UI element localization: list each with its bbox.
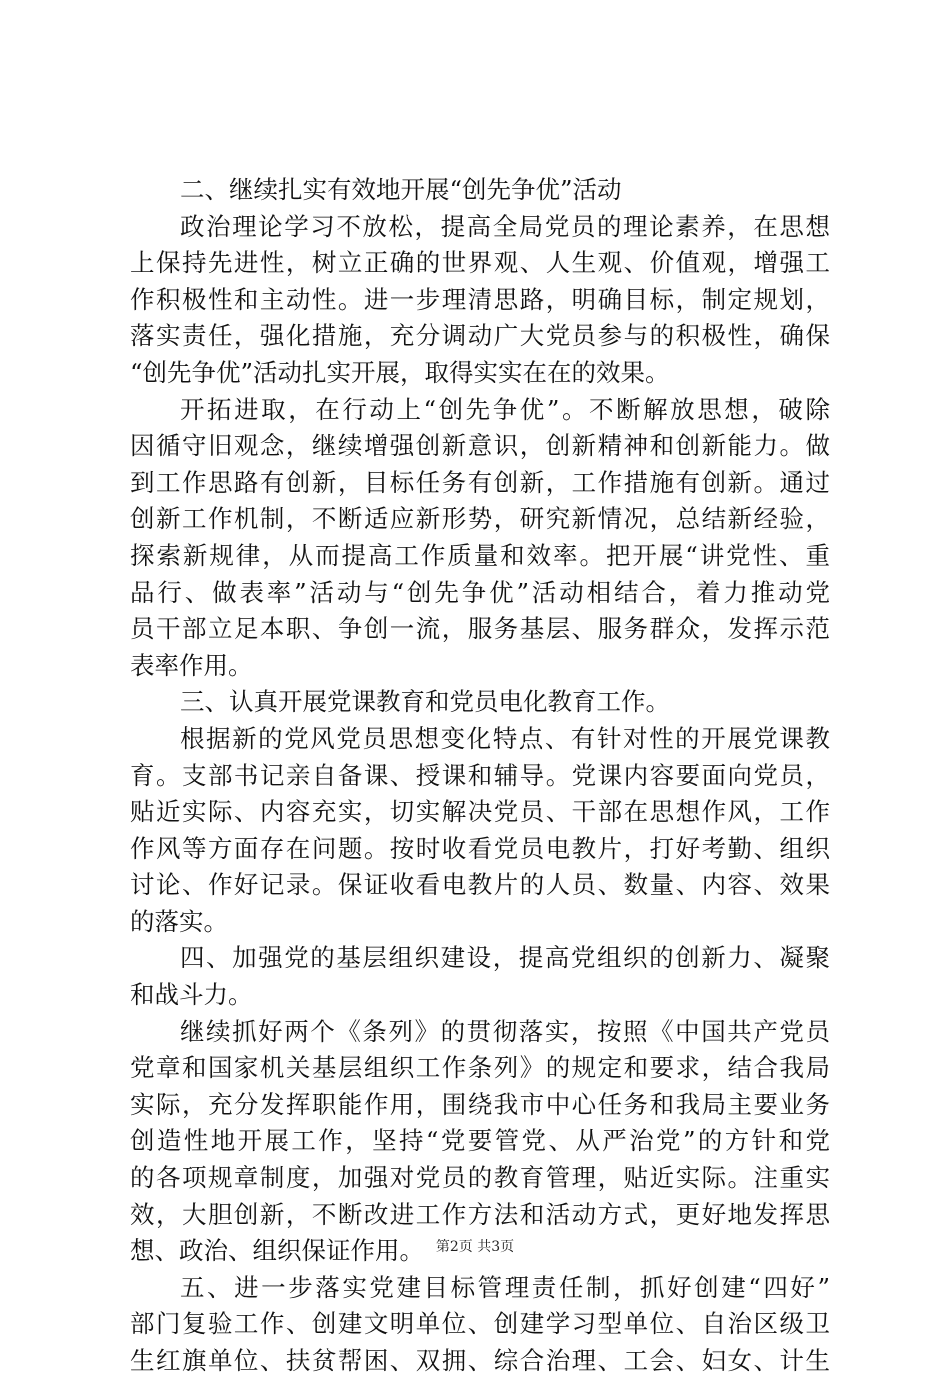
paragraph-line: 部门复验工作、创建文明单位、创建学习型单位、自治区级卫 xyxy=(130,1309,830,1339)
section-heading: 四、加强党的基层组织建设，提高党组织的创新力、凝聚 xyxy=(180,943,830,973)
section-heading: 三、认真开展党课教育和党员电化教育工作。 xyxy=(180,687,670,717)
paragraph-line: 继续抓好两个《条列》的贯彻落实，按照《中国共产党员 xyxy=(180,1016,830,1046)
paragraph-line: 生红旗单位、扶贫帮困、双拥、综合治理、工会、妇女、计生 xyxy=(130,1346,830,1375)
paragraph-line: 想、政治、组织保证作用。 xyxy=(130,1236,424,1266)
paragraph-line: 作风等方面存在问题。按时收看党员电教片，打好考勤、组织 xyxy=(130,833,830,863)
section-heading: 五、进一步落实党建目标管理责任制，抓好创建“四好” xyxy=(180,1272,830,1302)
page-number-footer: 第2页 共3页 xyxy=(435,1239,515,1255)
paragraph-line: “创先争优”活动扎实开展，取得实实在在的效果。 xyxy=(130,357,670,387)
paragraph-line: 开拓进取，在行动上“创先争优”。不断解放思想，破除 xyxy=(180,394,830,424)
paragraph-line: 作积极性和主动性。进一步理清思路，明确目标，制定规划， xyxy=(130,284,830,314)
paragraph-line: 员干部立足本职、争创一流，服务基层、服务群众，发挥示范 xyxy=(130,614,830,644)
paragraph-line: 的各项规章制度，加强对党员的教育管理，贴近实际。注重实 xyxy=(130,1163,830,1193)
paragraph-line: 落实责任，强化措施，充分调动广大党员参与的积极性，确保 xyxy=(130,321,830,351)
paragraph-line: 育。支部书记亲自备课、授课和辅导。党课内容要面向党员， xyxy=(130,760,830,790)
paragraph-line: 讨论、作好记录。保证收看电教片的人员、数量、内容、效果 xyxy=(130,870,830,900)
paragraph-line: 上保持先进性，树立正确的世界观、人生观、价值观，增强工 xyxy=(130,248,830,278)
paragraph-line: 根据新的党风党员思想变化特点、有针对性的开展党课教 xyxy=(180,723,830,753)
paragraph-line: 党章和国家机关基层组织工作条列》的规定和要求，结合我局 xyxy=(130,1053,830,1083)
paragraph-line: 政治理论学习不放松，提高全局党员的理论素养，在思想 xyxy=(180,211,830,241)
section-heading: 二、继续扎实有效地开展“创先争优”活动 xyxy=(180,175,622,204)
paragraph-line: 效，大胆创新，不断改进工作方法和活动方式，更好地发挥思 xyxy=(130,1199,830,1229)
paragraph-line: 创新工作机制，不断适应新形势，研究新情况，总结新经验， xyxy=(130,504,830,534)
section-heading: 和战斗力。 xyxy=(130,980,253,1010)
paragraph-line: 表率作用。 xyxy=(130,650,253,680)
paragraph-line: 的落实。 xyxy=(130,906,228,936)
paragraph-line: 探索新规律，从而提高工作质量和效率。把开展“讲党性、重 xyxy=(130,540,830,570)
paragraph-line: 品行、做表率”活动与“创先争优”活动相结合，着力推动党 xyxy=(130,577,830,607)
paragraph-line: 因循守旧观念，继续增强创新意识，创新精神和创新能力。做 xyxy=(130,431,830,461)
paragraph-line: 贴近实际、内容充实，切实解决党员、干部在思想作风，工作 xyxy=(130,797,830,827)
paragraph-line: 实际，充分发挥职能作用，围绕我市中心任务和我局主要业务 xyxy=(130,1089,830,1119)
paragraph-line: 到工作思路有创新，目标任务有创新，工作措施有创新。通过 xyxy=(130,467,830,497)
paragraph-line: 创造性地开展工作，坚持“党要管党、从严治党”的方针和党 xyxy=(130,1126,830,1156)
document-body xyxy=(130,172,830,1380)
